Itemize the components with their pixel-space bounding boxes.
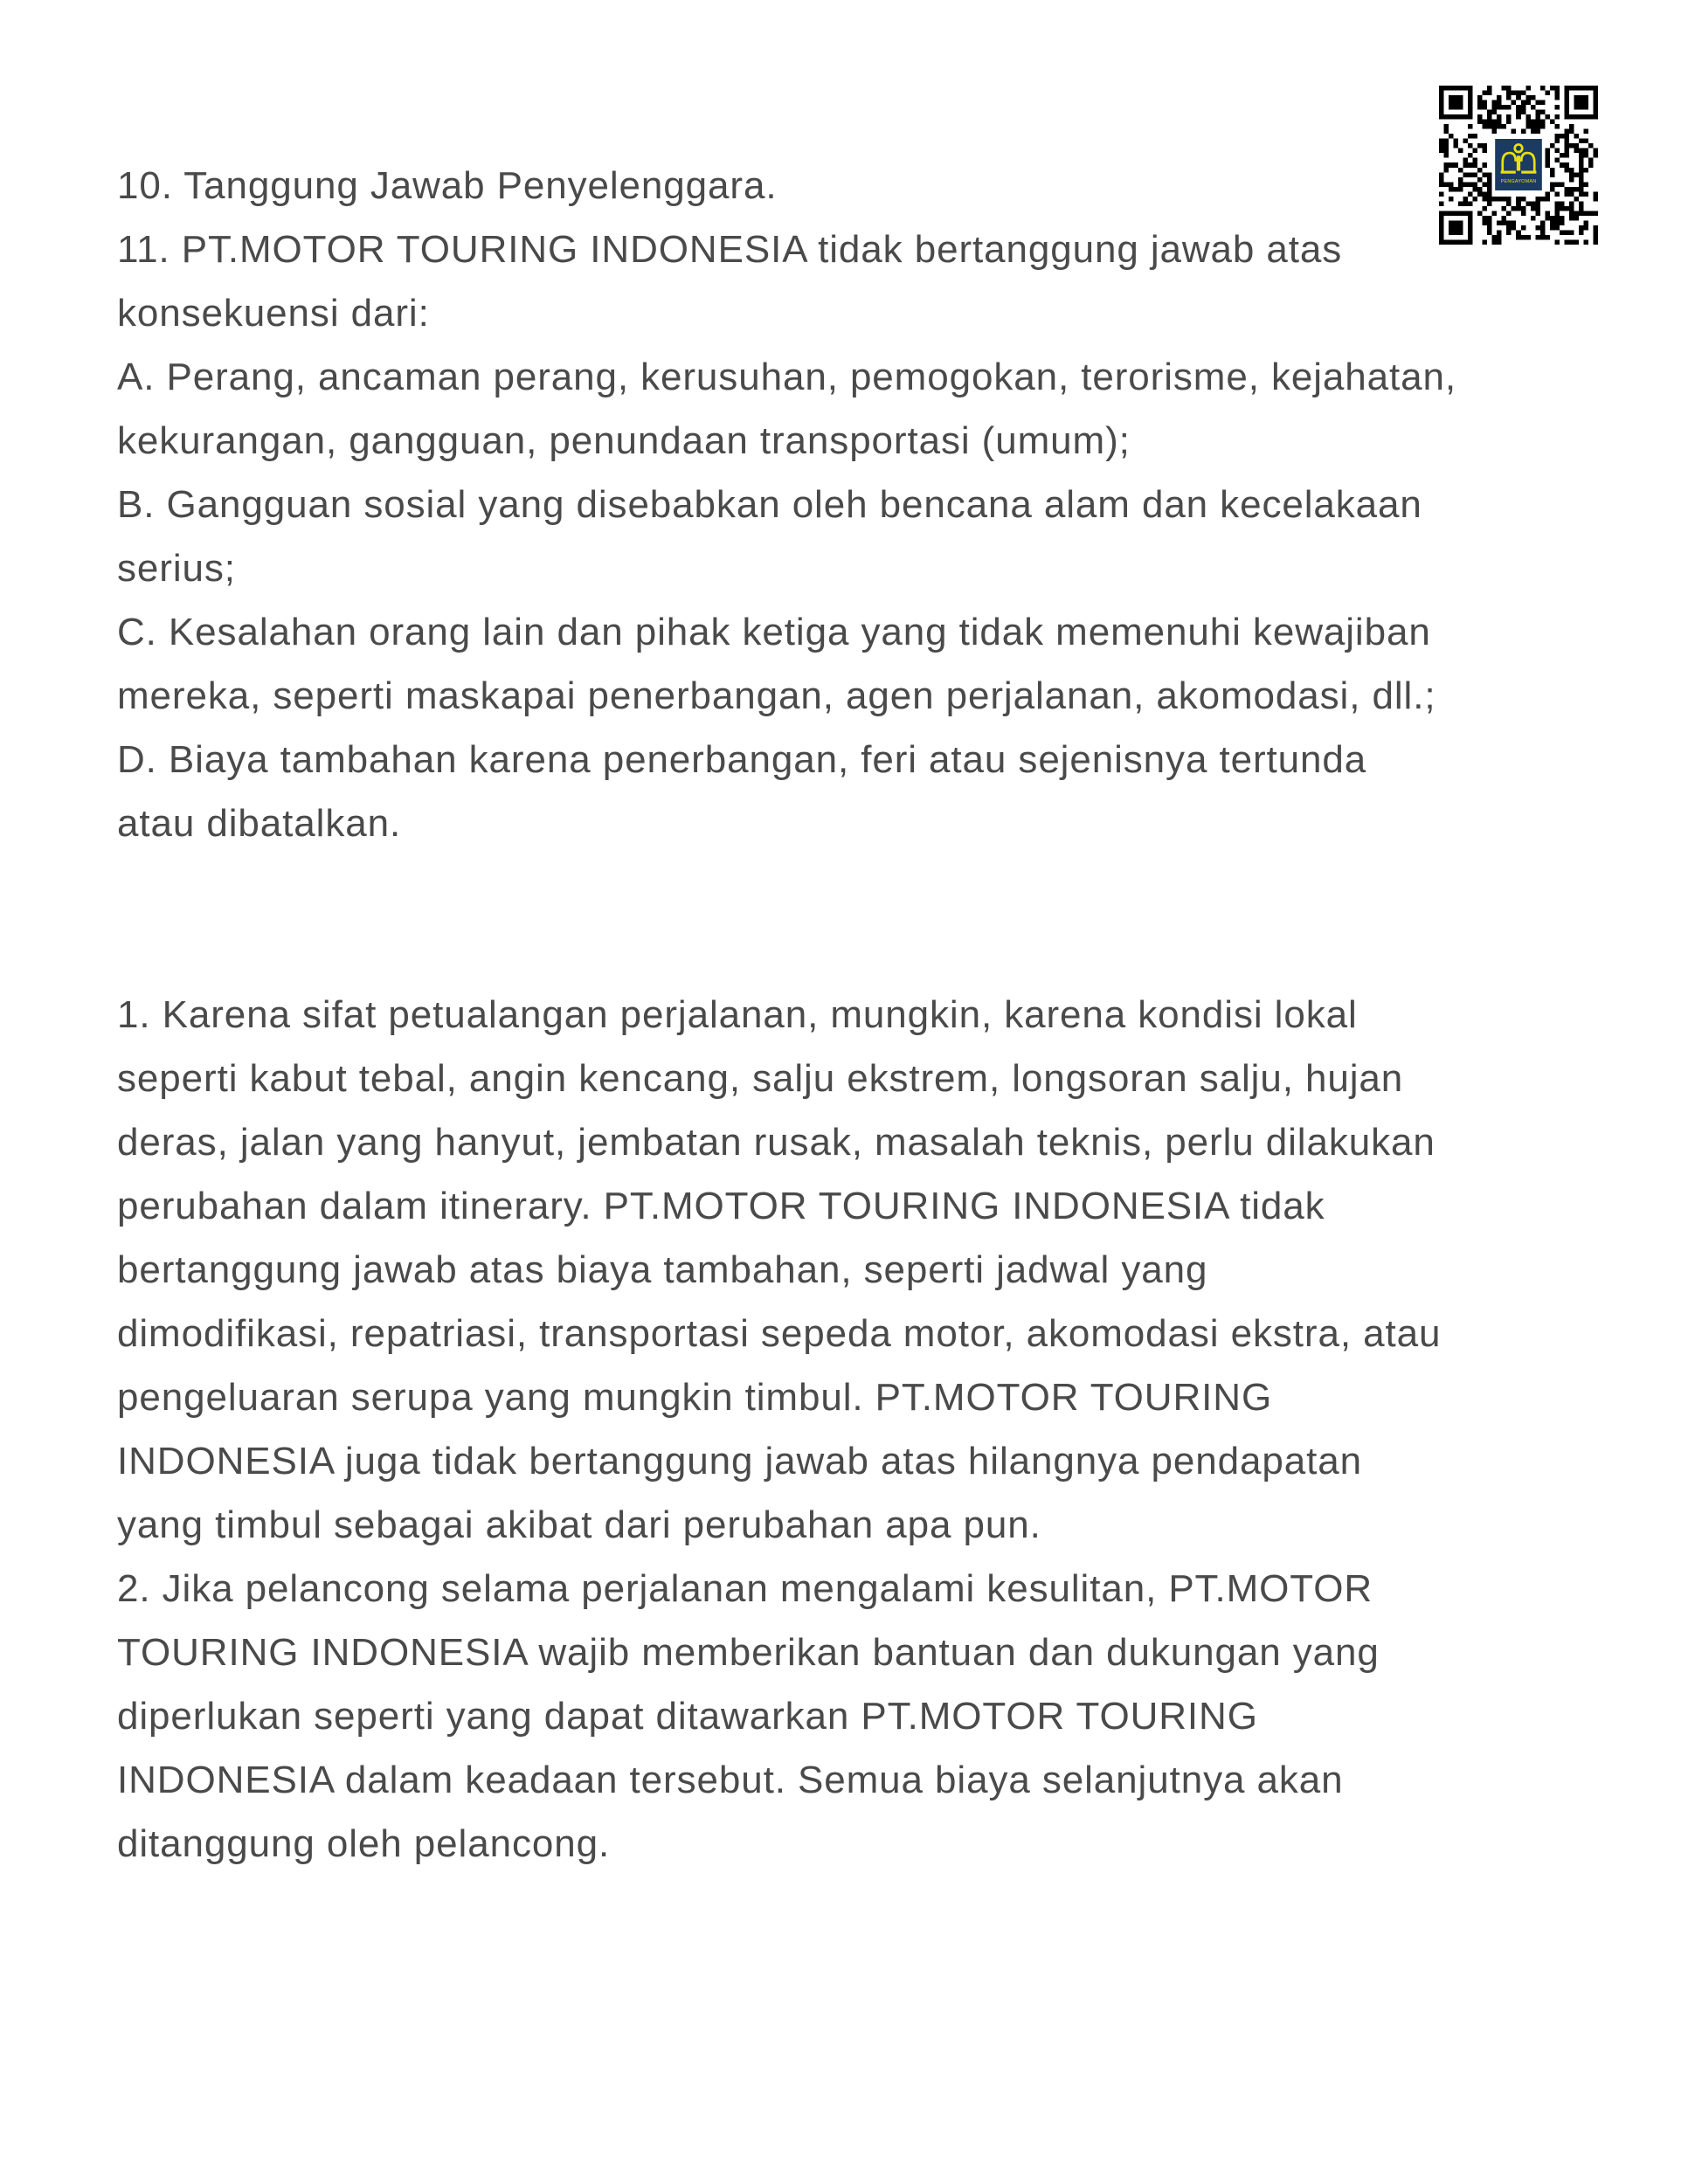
text-line: 10. Tanggung Jawab Penyelenggara. (117, 164, 778, 207)
text-line: 11. PT.MOTOR TOURING INDONESIA tidak bertanggung jawab atas (117, 228, 1343, 271)
text-line: mereka, seperti maskapai penerbangan, agen perjalanan, akomodasi, dll.; (117, 674, 1436, 717)
section-liability (117, 154, 1602, 855)
text-line: A. Perang, ancaman perang, kerusuhan, pemogokan, terorisme, kejahatan, (117, 356, 1457, 398)
text-line: D. Biaya tambahan karena penerbangan, feri atau sejenisnya tertunda (117, 738, 1367, 781)
text-line: 2. Jika pelancong selama perjalanan mengalami kesulitan, PT.MOTOR (117, 1567, 1373, 1610)
text-line: dimodifikasi, repatriasi, transportasi sepeda motor, akomodasi ekstra, atau (117, 1312, 1442, 1355)
text-line: diperlukan seperti yang dapat ditawarkan PT.MOTOR TOURING (117, 1695, 1258, 1738)
text-line: pengeluaran serupa yang mungkin timbul. PT.MOTOR TOURING (117, 1376, 1273, 1419)
pengayoman-logo-text: PENGAYOMAN (1500, 178, 1537, 184)
text-line: konsekuensi dari: (117, 292, 430, 335)
text-line: deras, jalan yang hanyut, jembatan rusak, masalah teknis, perlu dilakukan (117, 1121, 1435, 1164)
text-line: ditanggung oleh pelancong. (117, 1822, 611, 1865)
text-line: yang timbul sebagai akibat dari perubahan apa pun. (117, 1503, 1041, 1546)
text-line: 1. Karena sifat petualangan perjalanan, mungkin, karena kondisi lokal (117, 993, 1358, 1036)
text-line: serius; (117, 547, 236, 590)
document-text (117, 154, 1602, 1876)
text-line: C. Kesalahan orang lain dan pihak ketiga yang tidak memenuhi kewajiban (117, 611, 1431, 653)
text-line: atau dibatalkan. (117, 802, 402, 845)
text-line: kekurangan, gangguan, penundaan transportasi (umum); (117, 419, 1131, 462)
text-line: B. Gangguan sosial yang disebabkan oleh bencana alam dan kecelakaan (117, 483, 1422, 526)
text-line: INDONESIA juga tidak bertanggung jawab atas hilangnya pendapatan (117, 1440, 1362, 1482)
text-line: bertanggung jawab atas biaya tambahan, seperti jadwal yang (117, 1248, 1208, 1291)
text-line: perubahan dalam itinerary. PT.MOTOR TOURING INDONESIA tidak (117, 1185, 1325, 1227)
text-line: TOURING INDONESIA wajib memberikan bantuan dan dukungan yang (117, 1631, 1380, 1674)
section-itinerary-changes (117, 983, 1602, 1876)
text-line: INDONESIA dalam keadaan tersebut. Semua biaya selanjutnya akan (117, 1759, 1344, 1801)
text-line: seperti kabut tebal, angin kencang, salju ekstrem, longsoran salju, hujan (117, 1057, 1404, 1100)
